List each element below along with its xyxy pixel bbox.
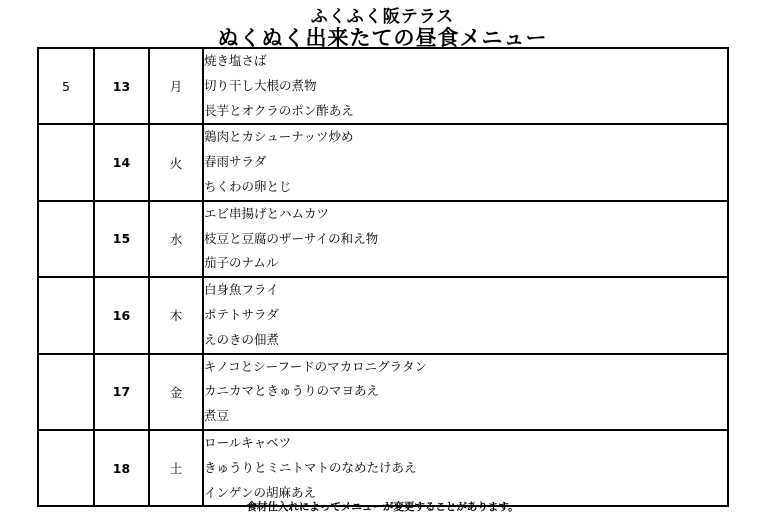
menu-items-cell [203, 201, 728, 277]
day-cell: 18 [94, 430, 149, 506]
menu-items-cell [203, 48, 728, 124]
month-cell [38, 354, 94, 430]
day-cell: 16 [94, 277, 149, 353]
table-row [38, 48, 728, 124]
menu-item: きゅうりとミニトマトのなめたけあえ [204, 459, 417, 475]
menu-item: 茄子のナムル [204, 255, 279, 271]
menu-table [37, 47, 729, 507]
table-row [38, 430, 728, 506]
month-cell [38, 124, 94, 200]
menu-title: ぬくぬく出来たての昼食メニュー [217, 26, 548, 50]
weekday-cell: 月 [149, 48, 203, 124]
menu-item: ポテトサラダ [204, 306, 279, 322]
footer-note: 食材仕入れによってメニューが変更することがあります。 [246, 501, 519, 513]
weekday-cell: 火 [149, 124, 203, 200]
month-cell: 5 [38, 48, 94, 124]
menu-item: 白身魚フライ [204, 282, 279, 298]
menu-item: カニカマときゅうりのマヨあえ [204, 383, 380, 399]
menu-item: 枝豆と豆腐のザーサイの和え物 [204, 230, 379, 246]
weekday-cell: 木 [149, 277, 203, 353]
menu-item: エビ串揚げとハムカツ [204, 205, 330, 221]
menu-item: ちくわの卵とじ [204, 178, 292, 194]
table-row [38, 354, 728, 430]
menu-table-body [38, 48, 728, 506]
day-cell: 17 [94, 354, 149, 430]
menu-item: 切り干し大根の煮物 [204, 77, 317, 93]
table-row [38, 124, 728, 200]
menu-item: えのきの佃煮 [204, 331, 280, 347]
menu-items-cell [203, 354, 728, 430]
menu-item: 長芋とオクラのポン酢あえ [204, 102, 354, 118]
month-cell [38, 201, 94, 277]
table-row [38, 277, 728, 353]
day-cell: 13 [94, 48, 149, 124]
page-title: ふくふく阪テラス [310, 7, 455, 27]
menu-item: キノコとシーフードのマカロニグラタン [204, 358, 428, 374]
menu-item: 春雨サラダ [204, 154, 267, 170]
menu-item: インゲンの胡麻あえ [204, 484, 317, 500]
menu-items-cell [203, 430, 728, 506]
menu-item: ロールキャベツ [204, 434, 292, 450]
menu-item: 鶏肉とカシューナッツ炒め [204, 129, 354, 145]
weekday-cell: 土 [149, 430, 203, 506]
month-cell [38, 430, 94, 506]
menu-item: 焼き塩さば [204, 53, 267, 68]
menu-items-cell [203, 277, 728, 353]
weekday-cell: 金 [149, 354, 203, 430]
day-cell: 15 [94, 201, 149, 277]
weekday-cell: 水 [149, 201, 203, 277]
table-row [38, 201, 728, 277]
month-cell [38, 277, 94, 353]
day-cell: 14 [94, 124, 149, 200]
menu-items-cell [203, 124, 728, 200]
menu-item: 煮豆 [204, 408, 230, 424]
